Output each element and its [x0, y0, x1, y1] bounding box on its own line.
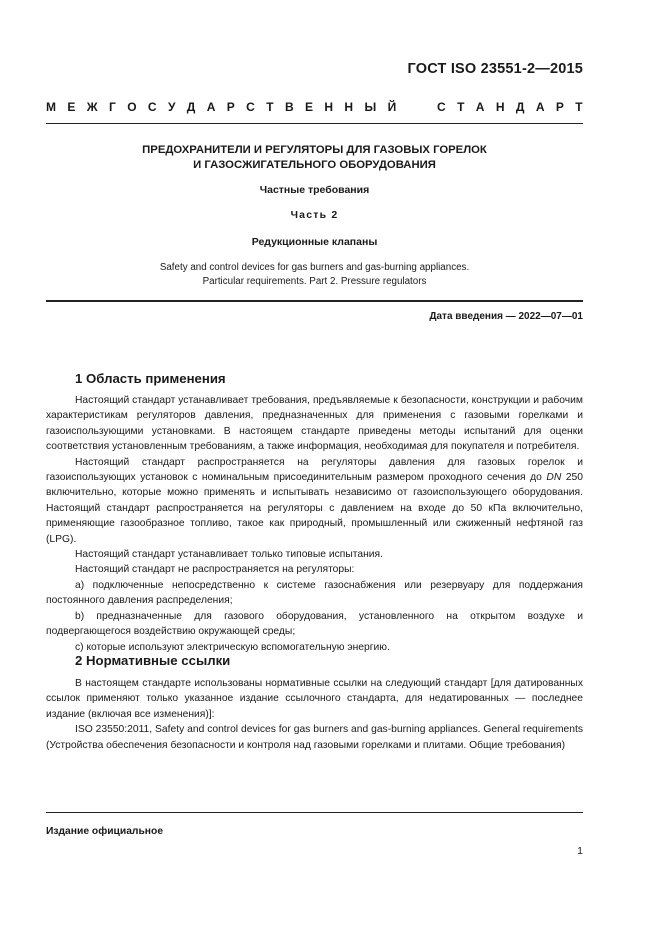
- part-title: Редукционные клапаны: [251, 236, 378, 248]
- document-code: ГОСТ ISO 23551-2—2015: [407, 61, 583, 77]
- section-2-heading: 2 Нормативные ссылки: [75, 653, 231, 668]
- standard-type-letter: Н: [344, 100, 354, 114]
- top-divider: [46, 123, 583, 124]
- paragraph: Настоящий стандарт устанавливает требования, предъявляемые к безопасности, конструкции и рабочим характеристикам регуляторов давления, предназначенных для применения с газовыми горелками и газоиспользующими установками. В настоящем стандарте приведены методы испытаний для оценки соответствия установленным требованиям, а также информация, необходимая для покупателя и потребителя.: [46, 395, 583, 453]
- part-number: Часть 2: [290, 209, 339, 221]
- english-title: [46, 261, 583, 288]
- standard-type-letter: С: [147, 100, 157, 114]
- paragraph: Настоящий стандарт устанавливает только типовые испытания.: [75, 549, 383, 561]
- standard-type-letter: Т: [266, 100, 274, 114]
- section-1-heading: 1 Область применения: [75, 371, 226, 386]
- footer-divider: [46, 812, 583, 813]
- title-line-2: И ГАЗОСЖИГАТЕЛЬНОГО ОБОРУДОВАНИЯ: [193, 158, 436, 171]
- standard-type-letter: А: [206, 100, 216, 114]
- paragraph: [46, 455, 583, 547]
- standard-type-letter: А: [475, 100, 485, 114]
- section-1-body: [46, 393, 583, 655]
- standard-type-letter: Р: [555, 100, 564, 114]
- standard-type-letter: Н: [495, 100, 505, 114]
- standard-type-letter: Д: [186, 100, 196, 114]
- document-subtitle: Частные требования: [259, 184, 370, 196]
- standard-type-letter: Г: [109, 100, 116, 114]
- standard-type-letter: У: [167, 100, 176, 114]
- standard-type-letter: Е: [67, 100, 76, 114]
- document-title: [46, 143, 583, 172]
- title-divider: [46, 300, 583, 302]
- standard-type-letter: Е: [304, 100, 313, 114]
- paragraph-text: Настоящий стандарт распространяется на регуляторы давления для газовых горелок и газоиспользующих установок с номинальным присоединительным размером проходного сечения до: [46, 456, 583, 484]
- standard-type-letter: О: [127, 100, 137, 114]
- list-item: c) которые используют электрическую вспомогательную энергию.: [75, 641, 390, 653]
- standard-type-letter: Р: [226, 100, 235, 114]
- official-edition-note: Издание официальное: [46, 826, 164, 837]
- english-title-line-2: Particular requirements. Part 2. Pressure regulators: [202, 275, 427, 287]
- standard-type-heading: [46, 100, 583, 114]
- paragraph: В настоящем стандарте использованы нормативные ссылки на следующий стандарт [для датированных ссылок применяют только указанное издание ссылочного стандарта, для недатированных — последнее издание (включая все изменения)]:: [46, 678, 583, 720]
- standard-type-letter: Ж: [86, 100, 98, 114]
- standard-type-letter: Т: [575, 100, 583, 114]
- standard-type-letter: Й: [387, 100, 397, 114]
- standard-type-letter: А: [535, 100, 545, 114]
- standard-type-letter: [408, 100, 411, 114]
- standard-type-letter: С: [437, 100, 446, 114]
- paragraph: Настоящий стандарт не распространяется на регуляторы:: [75, 564, 355, 576]
- title-line-1: ПРЕДОХРАНИТЕЛИ И РЕГУЛЯТОРЫ ДЛЯ ГАЗОВЫХ ГОРЕЛОК: [142, 144, 487, 156]
- standard-type-letter: М: [46, 100, 56, 114]
- standard-type-letter: Т: [457, 100, 465, 114]
- paragraph: ISO 23550:2011, Safety and control devices for gas burners and gas-burning appliances. General requirements (Устройства обеспечения безопасности и контроля над газовыми горелками и плитами. Общие требования): [46, 724, 583, 751]
- section-2-body: [46, 676, 583, 753]
- list-item: а) подключенные непосредственно к системе газоснабжения или резервуару для поддержания постоянного давления распределения;: [46, 579, 583, 607]
- dn-term: DN: [546, 472, 562, 484]
- standard-type-letter: Д: [515, 100, 525, 114]
- english-title-line-1: Safety and control devices for gas burners and gas-burning appliances.: [159, 262, 470, 273]
- list-item: b) предназначенные для газового оборудования, установленного на открытом воздухе и подвергающегося воздействию окружающей среды;: [46, 610, 583, 638]
- standard-type-letter: Ы: [364, 100, 377, 114]
- standard-type-letter: С: [246, 100, 255, 114]
- standard-type-letter: В: [284, 100, 294, 114]
- paragraph-text-cont: 250 включительно, которые можно применять и испытывать независимо от газоиспользующего оборудования. Настоящий стандарт распространяется на регуляторы с давлением на входе до 50 кПа включительно, применяющие газообразное топливо, такое как природный, промышленный или сжиженный нефтяной газ (LPG).: [46, 472, 584, 545]
- page-number: 1: [577, 845, 583, 857]
- standard-type-letter: Н: [324, 100, 334, 114]
- introduction-date: Дата введения — 2022—07—01: [429, 311, 583, 322]
- standard-type-letter: [422, 100, 425, 114]
